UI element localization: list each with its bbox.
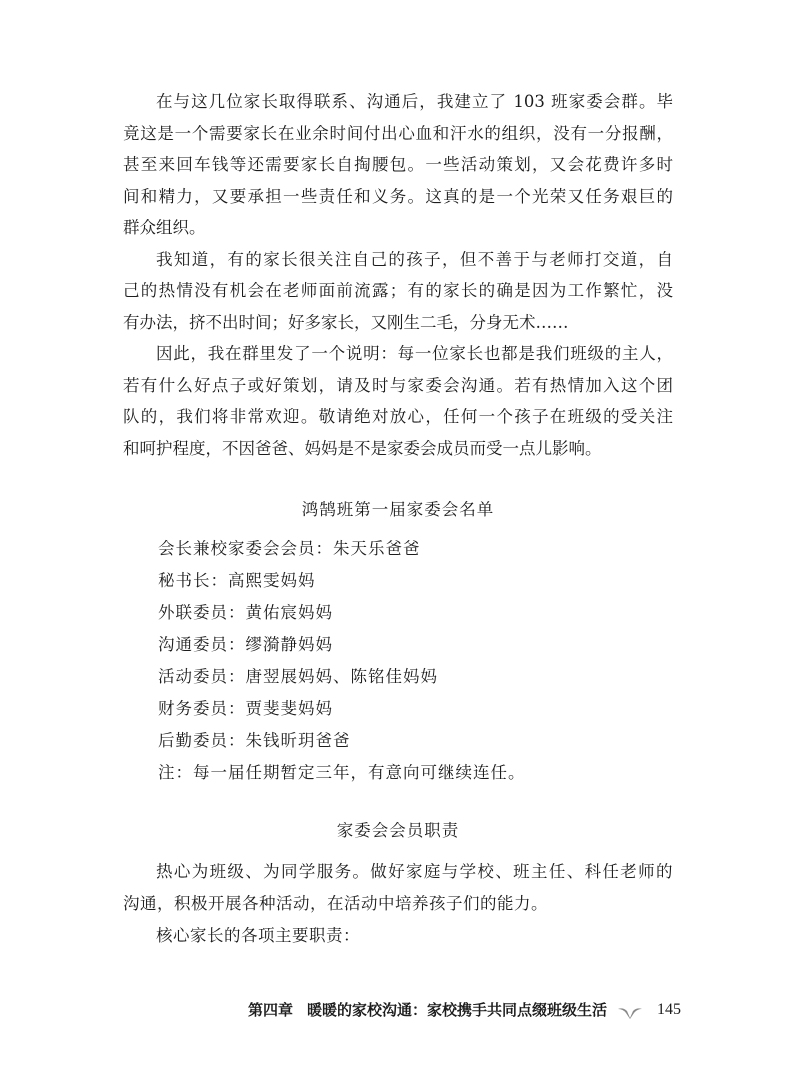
member-name: 唐翌展妈妈、陈铭佳妈妈 bbox=[245, 667, 438, 686]
chapter-title: 暖暖的家校沟通：家校携手共同点缀班级生活 bbox=[307, 1001, 608, 1019]
paragraph bbox=[123, 920, 673, 952]
page-number: 145 bbox=[657, 1001, 682, 1018]
text-line: 己的热情没有机会在老师面前流露；有的家长的确是因为工作繁忙，没 bbox=[123, 281, 673, 300]
text-line: 热心为班级、为同学服务。做好家庭与学校、班主任、科任老师的 bbox=[156, 862, 673, 881]
role-label: 外联委员 bbox=[158, 603, 228, 622]
note-text: 每一届任期暂定三年，有意向可继续连任。 bbox=[193, 763, 526, 782]
separator: ： bbox=[228, 667, 246, 686]
text-line: 和呵护程度，不因爸爸、妈妈是不是家委会成员而受一点儿影响。 bbox=[123, 438, 602, 458]
list-item bbox=[123, 597, 673, 629]
roster-list bbox=[123, 533, 673, 789]
role-label: 财务委员 bbox=[158, 699, 228, 718]
paragraph bbox=[123, 86, 673, 244]
text-line: 在与这几位家长取得联系、沟通后，我建立了 103 班家委会群。毕 bbox=[156, 92, 673, 111]
role-label: 会长兼校家委会会员 bbox=[158, 539, 316, 558]
role-label: 后勤委员 bbox=[158, 731, 228, 750]
separator: ： bbox=[228, 603, 246, 622]
separator: ： bbox=[228, 731, 246, 750]
paragraph bbox=[123, 338, 673, 464]
text-line: 我知道，有的家长很关注自己的孩子，但不善于与老师打交道，自 bbox=[156, 249, 673, 269]
member-name: 黄佑宸妈妈 bbox=[245, 603, 333, 622]
roster-note bbox=[123, 757, 673, 789]
list-item bbox=[123, 725, 673, 757]
duties-text bbox=[123, 856, 673, 952]
text-line: 队的，我们将非常欢迎。敬请绝对放心，任何一个孩子在班级的受关注 bbox=[123, 407, 673, 426]
list-item bbox=[123, 661, 673, 693]
role-label: 秘书长 bbox=[158, 571, 211, 590]
running-footer bbox=[248, 998, 681, 1022]
duties-title: 家委会会员职责 bbox=[336, 821, 460, 840]
paragraph bbox=[123, 856, 673, 920]
roster-title: 鸿鹄班第一届家委会名单 bbox=[301, 500, 495, 519]
text-line: 核心家长的各项主要职责： bbox=[156, 926, 360, 945]
note-label: 注 bbox=[158, 763, 176, 782]
text-line: 甚至来回车钱等还需要家长自掏腰包。一些活动策划，又会花费许多时 bbox=[123, 155, 673, 174]
member-name: 朱钱昕玥爸爸 bbox=[245, 731, 351, 750]
body-text bbox=[123, 86, 673, 464]
separator: ： bbox=[315, 539, 333, 558]
member-name: 高熙雯妈妈 bbox=[228, 571, 316, 590]
role-label: 沟通委员 bbox=[158, 635, 228, 654]
list-item bbox=[123, 693, 673, 725]
separator: ： bbox=[210, 571, 228, 590]
wing-ornament-icon bbox=[617, 1003, 643, 1017]
text-line: 若有什么好点子或好策划，请及时与家委会沟通。若有热情加入这个团 bbox=[123, 375, 673, 395]
text-line: 群众组织。 bbox=[123, 218, 206, 237]
text-line: 沟通，积极开展各种活动，在活动中培养孩子们的能力。 bbox=[123, 894, 548, 913]
text-line: 有办法，挤不出时间；好多家长，又刚生二毛，分身无术…… bbox=[123, 312, 569, 332]
member-name: 朱天乐爸爸 bbox=[333, 539, 421, 558]
list-item bbox=[123, 533, 673, 565]
separator: ： bbox=[228, 699, 246, 718]
text-line: 间和精力，又要承担一些责任和义务。这真的是一个光荣又任务艰巨的 bbox=[123, 186, 673, 206]
text-line: 因此，我在群里发了一个说明：每一位家长也都是我们班级的主人， bbox=[156, 344, 673, 363]
separator: ： bbox=[175, 763, 193, 782]
role-label: 活动委员 bbox=[158, 667, 228, 686]
chapter-label: 第四章 bbox=[248, 1001, 294, 1019]
list-item bbox=[123, 629, 673, 661]
text-line: 竟这是一个需要家长在业余时间付出心血和汗水的组织，没有一分报酬， bbox=[123, 123, 673, 143]
separator: ： bbox=[228, 635, 246, 654]
member-name: 缪漪静妈妈 bbox=[245, 635, 333, 654]
list-item bbox=[123, 565, 673, 597]
paragraph bbox=[123, 244, 673, 339]
member-name: 贾斐斐妈妈 bbox=[245, 699, 333, 718]
